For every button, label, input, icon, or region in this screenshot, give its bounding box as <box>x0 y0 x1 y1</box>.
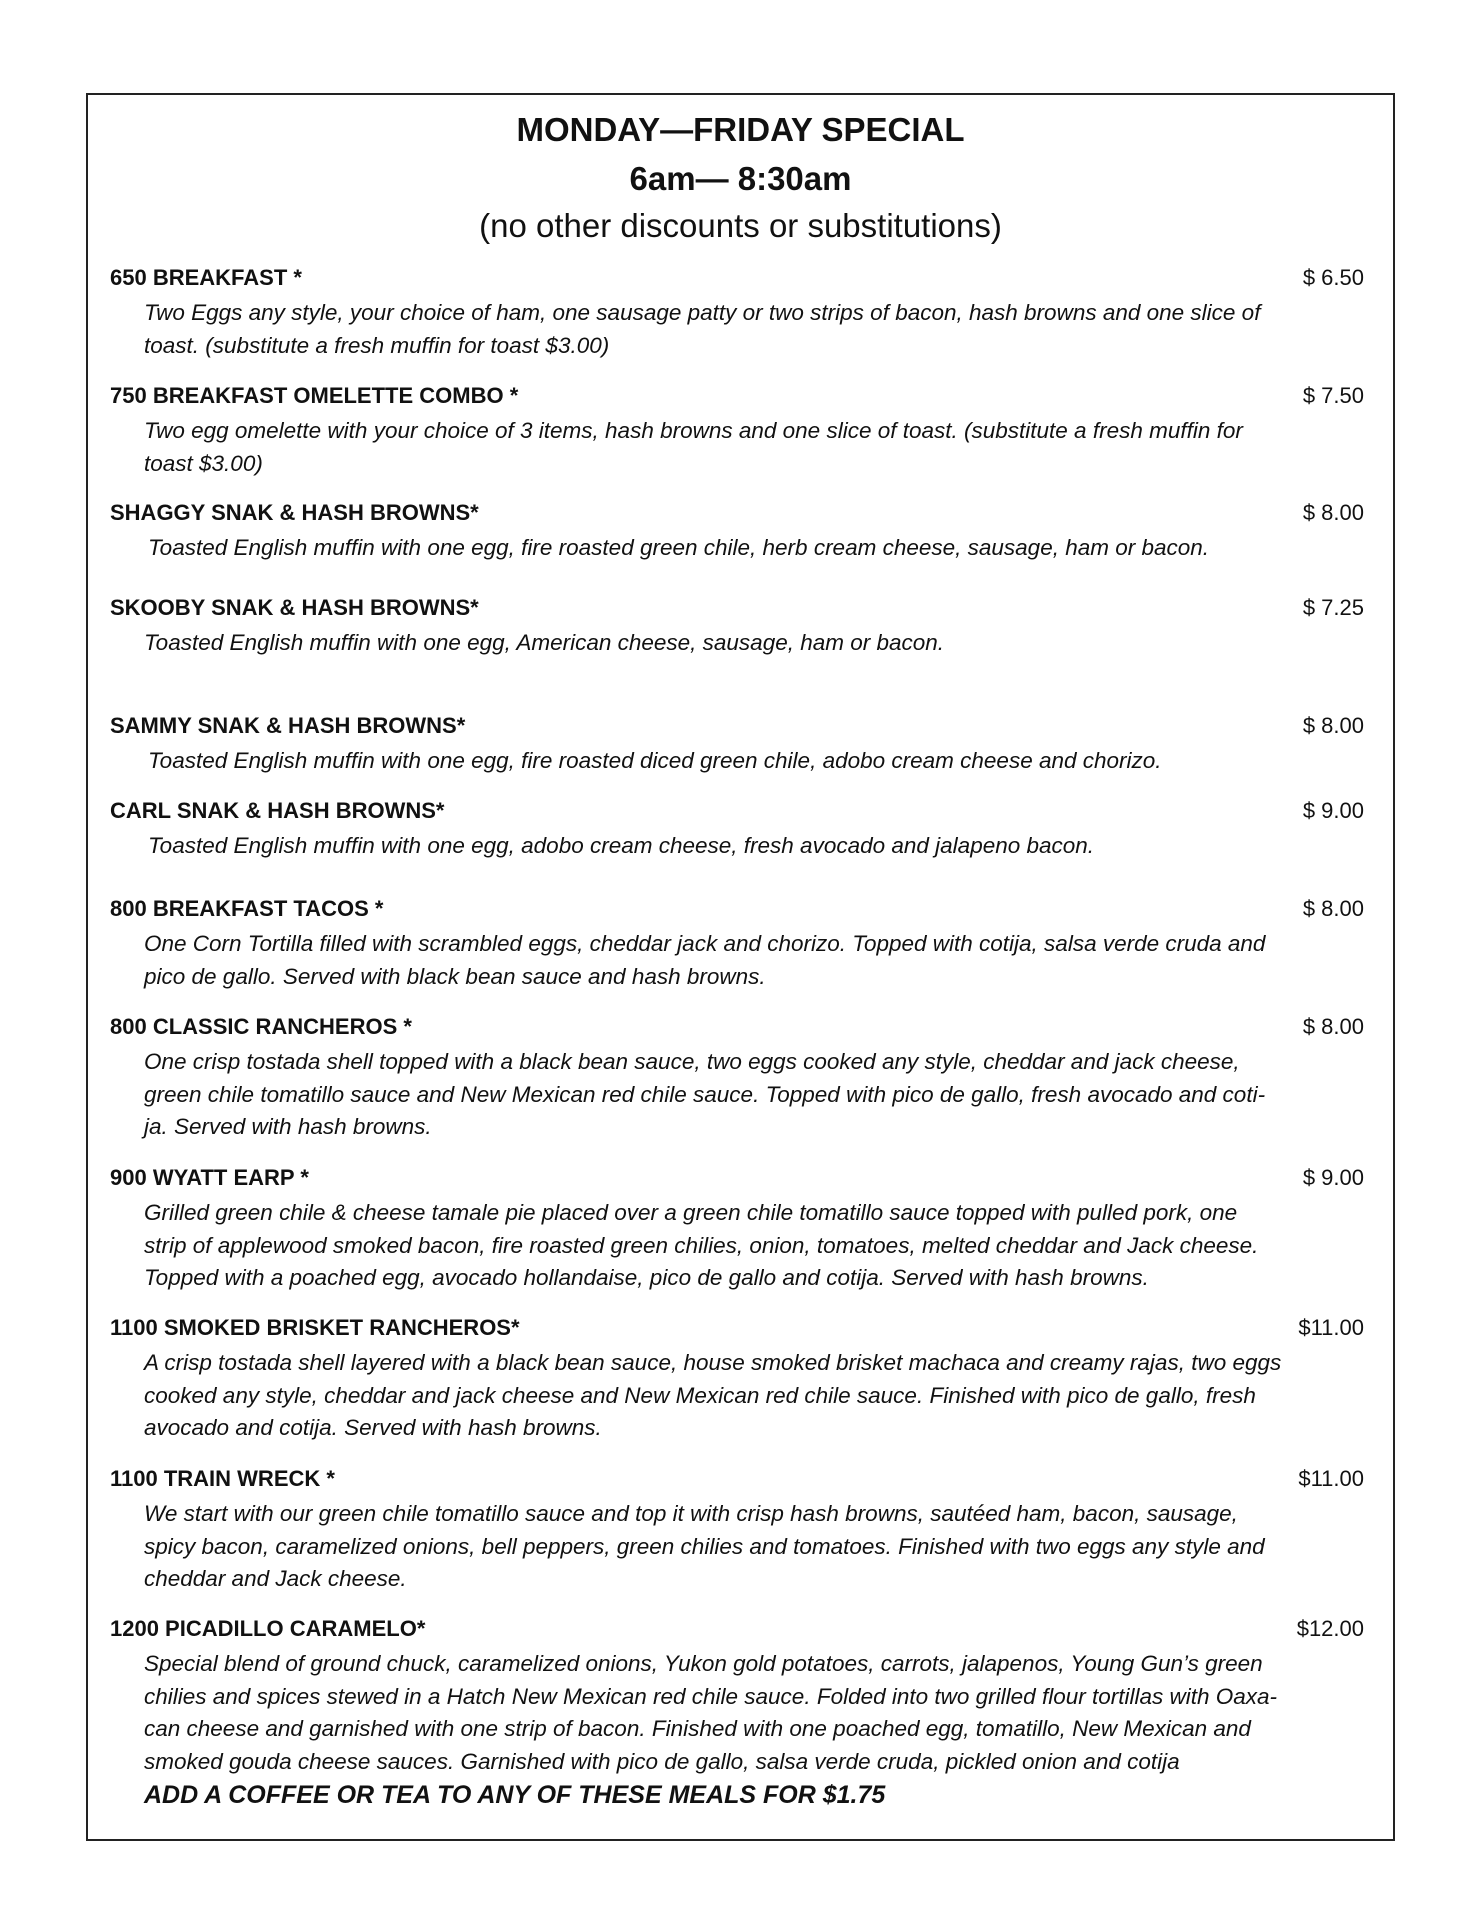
item-description: We start with our green chile tomatillo sauce and top it with crisp hash browns, sautéed ham, bacon, sausage, spicy bacon, caramelized onions, bell peppers, green chilies and tomatoes. Finished with two eggs any style and cheddar and Jack cheese. <box>144 1501 1265 1591</box>
item-name: 800 BREAKFAST TACOS * <box>110 896 384 921</box>
item-name: 750 BREAKFAST OMELETTE COMBO * <box>110 383 519 408</box>
menu-item-900-wyatt-earp <box>110 1165 1364 1295</box>
item-description: Toasted English muffin with one egg, American cheese, sausage, ham or bacon. <box>144 630 945 655</box>
item-name: 900 WYATT EARP * <box>110 1165 309 1190</box>
item-price: $ 7.50 <box>1302 383 1364 408</box>
item-price: $11.00 <box>1298 1466 1364 1491</box>
menu-hours: 6am— 8:30am <box>629 160 852 197</box>
menu-title: MONDAY—FRIDAY SPECIAL <box>516 111 965 148</box>
menu-note: (no other discounts or substitutions) <box>479 207 1002 244</box>
menu-item-carl-snak <box>110 798 1364 863</box>
menu-item-skooby-snak <box>110 595 1364 660</box>
menu-item-1100-train-wreck <box>110 1466 1364 1596</box>
menu-item-800-classic-rancheros <box>110 1014 1364 1144</box>
item-price: $ 8.00 <box>1302 1014 1364 1039</box>
item-description: Toasted English muffin with one egg, fire roasted diced green chile, adobo cream cheese and chorizo. <box>148 748 1162 773</box>
menu-item-750-omelette-combo <box>110 383 1364 480</box>
item-price: $ 9.00 <box>1302 798 1364 823</box>
item-price: $ 8.00 <box>1302 500 1364 525</box>
item-description: A crisp tostada shell layered with a black bean sauce, house smoked brisket machaca and creamy rajas, two eggs cooked any style, cheddar and jack cheese and New Mexican red chile sauce. Finished with pico de gallo, fresh avocado and cotija. Served with hash browns. <box>144 1350 1282 1440</box>
item-description: Toasted English muffin with one egg, fire roasted green chile, herb cream cheese, sausage, ham or bacon. <box>148 535 1210 560</box>
item-name: SHAGGY SNAK & HASH BROWNS* <box>110 500 479 525</box>
item-price: $ 6.50 <box>1302 265 1364 290</box>
menu-item-650-breakfast <box>110 265 1364 362</box>
item-name: 1100 SMOKED BRISKET RANCHEROS* <box>110 1315 520 1340</box>
item-name: 1200 PICADILLO CARAMELO* <box>110 1616 426 1641</box>
item-price: $ 9.00 <box>1302 1165 1364 1190</box>
item-description: Two Eggs any style, your choice of ham, one sausage patty or two strips of bacon, hash browns and one slice of toast. (substitute a fresh muffin for toast $3.00) <box>144 300 1261 358</box>
item-description: Special blend of ground chuck, caramelized onions, Yukon gold potatoes, carrots, jalapenos, Young Gun’s green chilies and spices stewed in a Hatch New Mexican red chile sauce. Folded into two grilled flour tortillas with Oaxa- can cheese and garnished with one strip of bacon. Finished with one poached egg, tomatillo, New Mexican and smoked gouda cheese sauces. Garnished with pico de gallo, salsa verde cruda, pickled onion and cotija <box>144 1651 1278 1774</box>
menu-item-shaggy-snak <box>110 500 1364 565</box>
item-description: Two egg omelette with your choice of 3 items, hash browns and one slice of toast. (substitute a fresh muffin for toast $3.00) <box>144 418 1243 476</box>
item-name: CARL SNAK & HASH BROWNS* <box>110 798 445 823</box>
item-name: SAMMY SNAK & HASH BROWNS* <box>110 713 466 738</box>
item-price: $12.00 <box>1296 1616 1364 1641</box>
item-description: One crisp tostada shell topped with a black bean sauce, two eggs cooked any style, cheddar and jack cheese, green chile tomatillo sauce and New Mexican red chile sauce. Topped with pico de gallo, fresh avocado and coti- ja. Served with hash browns. <box>144 1049 1266 1139</box>
item-price: $ 8.00 <box>1302 713 1364 738</box>
menu-item-1100-smoked-brisket-rancheros <box>110 1315 1364 1445</box>
item-name: 650 BREAKFAST * <box>110 265 302 290</box>
item-price: $ 7.25 <box>1302 595 1364 620</box>
item-description: Grilled green chile & cheese tamale pie placed over a green chile tomatillo sauce topped with pulled pork, one strip of applewood smoked bacon, fire roasted green chilies, onion, tomatoes, melted cheddar and Jack cheese. Topped with a poached egg, avocado hollandaise, pico de gallo and cotija. Served with hash browns. <box>144 1200 1259 1290</box>
item-name: 1100 TRAIN WRECK * <box>110 1466 335 1491</box>
menu-item-800-breakfast-tacos <box>110 896 1364 993</box>
item-price: $ 8.00 <box>1302 896 1364 921</box>
menu-frame <box>86 93 1395 1841</box>
menu-item-sammy-snak <box>110 713 1364 778</box>
item-name: 800 CLASSIC RANCHEROS * <box>110 1014 412 1039</box>
menu-item-1200-picadillo-caramelo <box>110 1616 1364 1778</box>
coffee-tea-promo: ADD A COFFEE OR TEA TO ANY OF THESE MEALS FOR $1.75 <box>144 1781 886 1809</box>
item-price: $11.00 <box>1298 1315 1364 1340</box>
item-name: SKOOBY SNAK & HASH BROWNS* <box>110 595 479 620</box>
item-description: Toasted English muffin with one egg, adobo cream cheese, fresh avocado and jalapeno bacon. <box>148 833 1095 858</box>
item-description: One Corn Tortilla filled with scrambled eggs, cheddar jack and chorizo. Topped with cotija, salsa verde cruda and pico de gallo. Served with black bean sauce and hash browns. <box>144 931 1266 989</box>
